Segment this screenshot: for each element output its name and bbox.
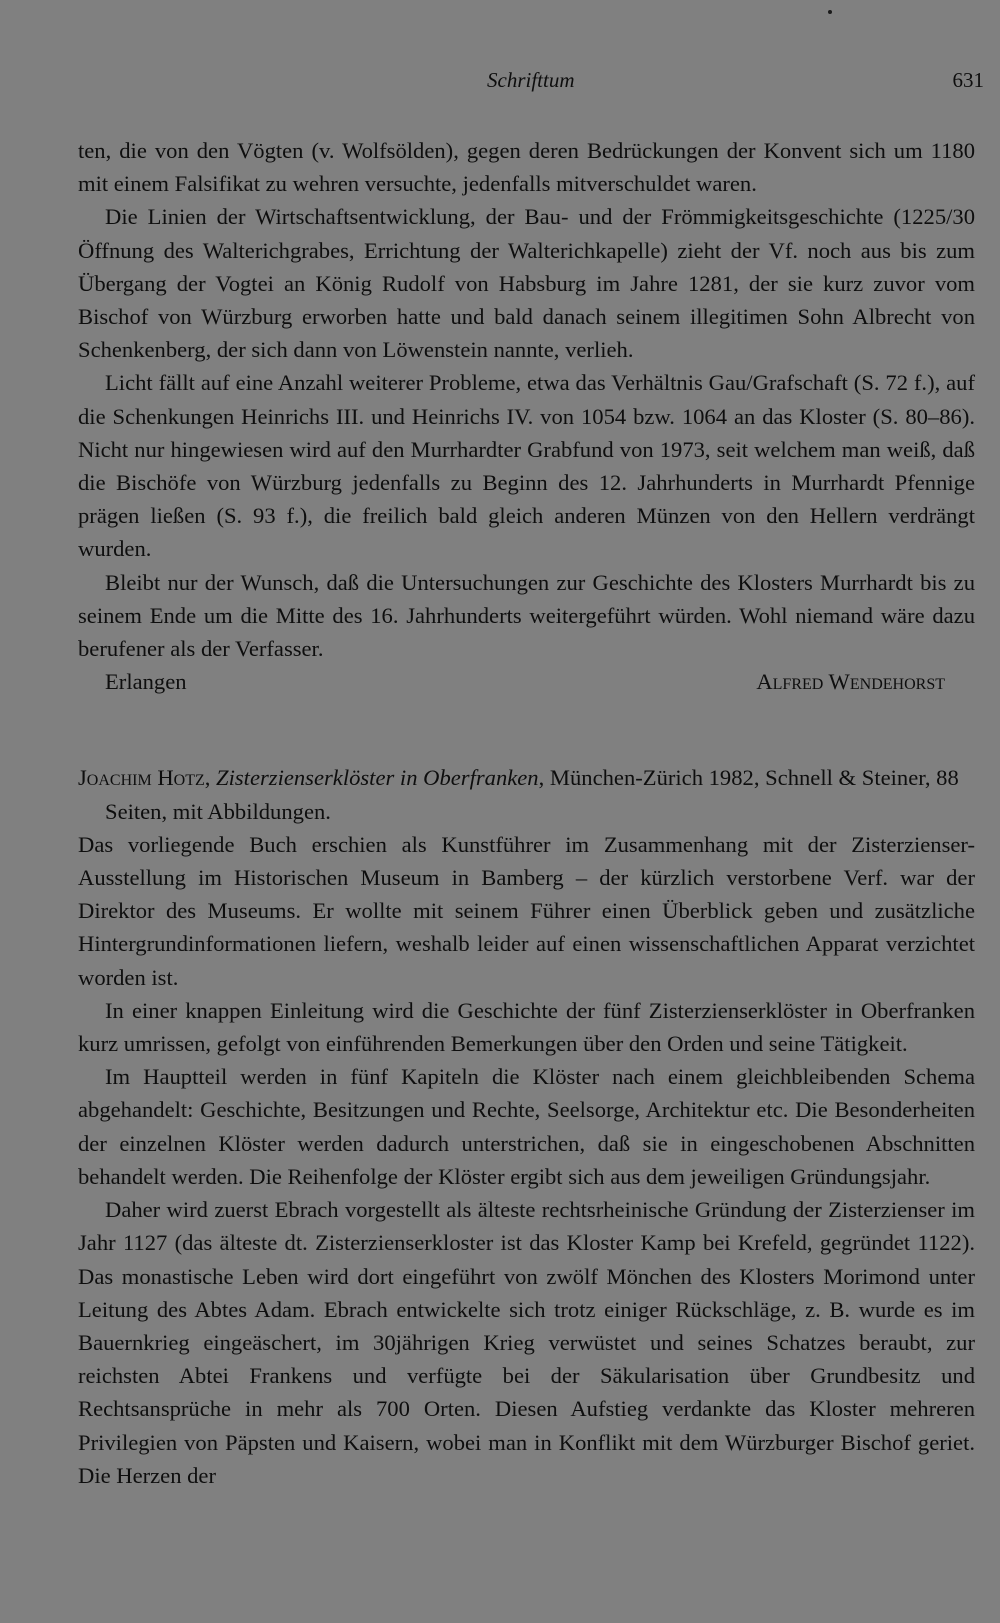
book-publication: , München-Zürich 1982, Schnell & Steiner, 88 Seiten, mit Abbildungen. xyxy=(105,765,959,824)
book-author: Joachim Hotz xyxy=(78,765,205,791)
signature-place: Erlangen xyxy=(105,669,187,695)
paragraph: Das vorliegende Buch erschien als Kunstführer im Zusammenhang mit der Zisterzienser-Ausstellung im Historischen Museum in Bamberg – der kürzlich verstorbene Verf. war der Direktor des Museums. Er wollte mit seinem Führer einen Überblick geben und zusätzliche Hintergrundinformationen liefern, weshalb leider auf einen wissenschaftlichen Apparat verzichtet worden ist. xyxy=(78,831,975,990)
paragraph: ten, die von den Vögten (v. Wolfsölden), gegen deren Bedrückungen der Konvent sich um 1180 mit einem Falsifikat zu wehren versuchte, jedenfalls mitverschuldet waren. xyxy=(78,138,975,197)
review-signature xyxy=(78,665,975,698)
book-title: Zisterzienserklöster in Oberfranken xyxy=(216,765,539,791)
running-head: Schrifttum xyxy=(487,68,575,92)
paragraph: Daher wird zuerst Ebrach vorgestellt als älteste rechtsrheinische Gründung der Zisterzienser im Jahr 1127 (das älteste dt. Zisterzienserkloster ist das Kloster Kamp bei Krefeld, gegründet 1122). Das monastische Leben wird dort eingeführt von zwölf Mönchen des Klosters Morimond unter Leitung des Abtes Adam. Ebrach entwickelte sich trotz einiger Rückschläge, z. B. wurde es im Bauernkrieg eingeäschert, im 30jährigen Krieg verwüstet und seines Schatzes beraubt, zur reichsten Abtei Frankens und verfügte bei der Säkularisation über Grundbesitz und Rechtsansprüche in mehr als 700 Orten. Diesen Aufstieg verdankte das Kloster mehreren Privilegien von Päpsten und Kaisern, wobei man in Konflikt mit dem Würzburger Bischof geriet. Die Herzen der xyxy=(78,1197,975,1488)
paragraph: Die Linien der Wirtschaftsentwicklung, der Bau- und der Frömmigkeitsgeschichte (1225/30 Öffnung des Walterichgrabes, Errichtung der Walterichkapelle) zieht der Vf. noch aus bis zum Übergang der Vogtei an König Rudolf von Habsburg im Jahre 1281, der sie kurz zuvor vom Bischof von Würzburg erworben hatte und bald danach seinem illegitimen Sohn Albrecht von Schenkenberg, der sich dann von Löwenstein nannte, verlieh. xyxy=(78,204,975,363)
paragraph: Bleibt nur der Wunsch, daß die Untersuchungen zur Geschichte des Klosters Murrhardt bis zu seinem Ende um die Mitte des 16. Jahrhunderts weitergeführt würden. Wohl niemand wäre dazu berufener als der Verfasser. xyxy=(78,569,975,662)
paragraph: In einer knappen Einleitung wird die Geschichte der fünf Zisterzienserklöster in Oberfranken kurz umrissen, gefolgt von einführenden Bemerkungen über den Orden und seine Tätigkeit. xyxy=(78,997,975,1057)
review-heading: Joachim Hotz, Zisterzienserklöster in Oberfranken, München-Zürich 1982, Schnell & Steiner, 88 Seiten, mit Abbildungen. xyxy=(78,765,959,824)
body-text xyxy=(78,134,975,1492)
speck-mark xyxy=(828,10,832,14)
page-number: 631 xyxy=(952,68,984,92)
signature-author: Alfred Wendehorst xyxy=(756,669,945,695)
page-header xyxy=(0,68,1000,98)
paragraph: Licht fällt auf eine Anzahl weiterer Probleme, etwa das Verhältnis Gau/Grafschaft (S. 72 f.), auf die Schenkungen Heinrichs III. und Heinrichs IV. von 1054 bzw. 1064 an das Kloster (S. 80–86). Nicht nur hingewiesen wird auf den Murrhardter Grabfund von 1973, seit welchem man weiß, daß die Bischöfe von Würzburg jedenfalls zu Beginn des 12. Jahrhunderts in Murrhardt Pfennige prägen ließen (S. 93 f.), die freilich bald gleich anderen Münzen von den Hellern verdrängt wurden. xyxy=(78,370,975,562)
paragraph: Im Hauptteil werden in fünf Kapiteln die Klöster nach einem gleichbleibenden Schema abgehandelt: Geschichte, Besitzungen und Rechte, Seelsorge, Architektur etc. Die Besonderheiten der einzelnen Klöster werden dadurch unterstrichen, daß sie in eingeschobenen Abschnitten behandelt werden. Die Reihenfolge der Klöster ergibt sich aus dem jeweiligen Gründungsjahr. xyxy=(78,1064,975,1189)
